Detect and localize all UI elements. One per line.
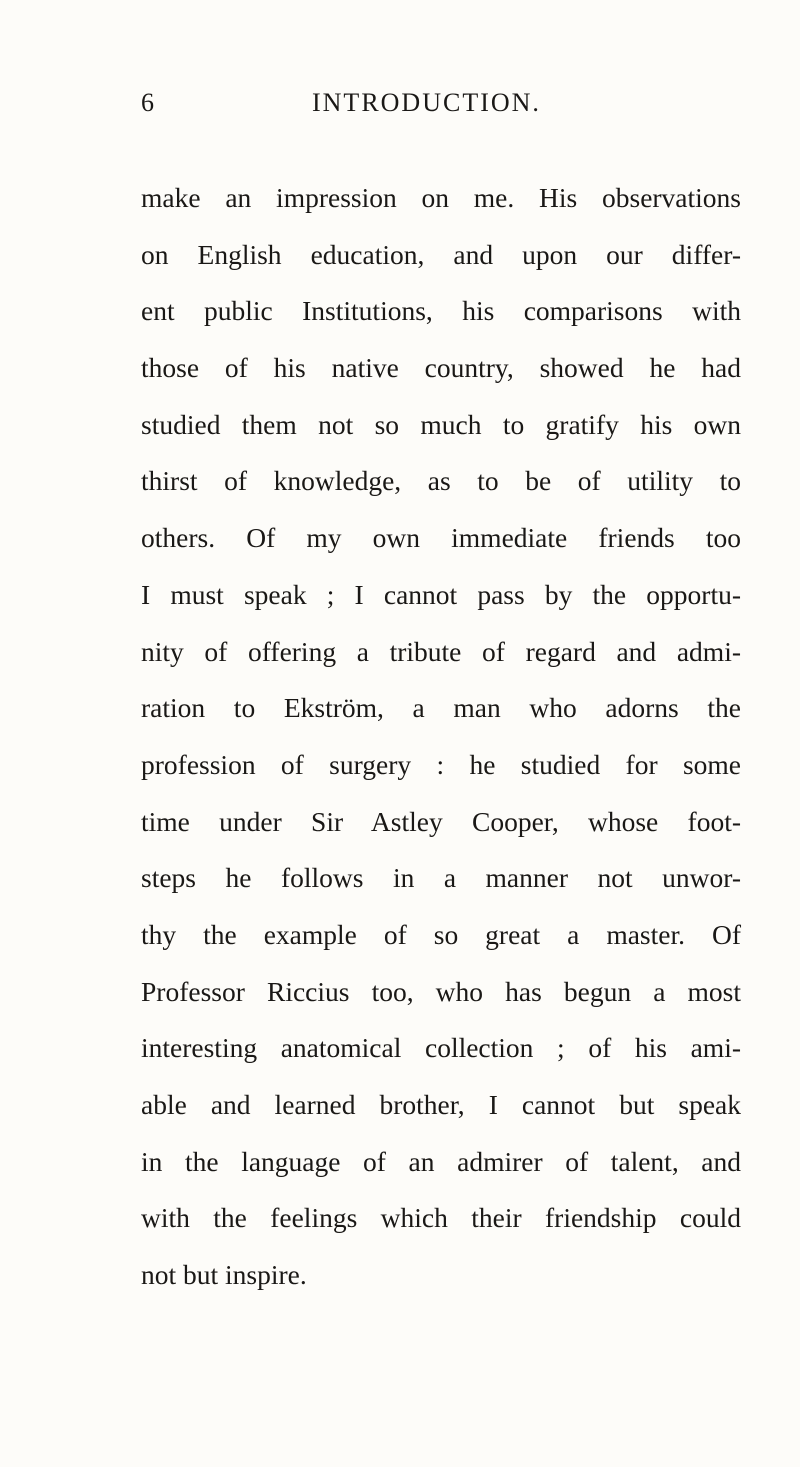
text-line: profession of surgery : he studied for some bbox=[141, 748, 741, 780]
text-line: thirst of knowledge, as to be of utility to bbox=[141, 465, 741, 497]
text-line: with the feelings which their friendship could bbox=[141, 1202, 741, 1234]
page-number: 6 bbox=[141, 88, 155, 117]
text-line: not but inspire. bbox=[141, 1259, 307, 1291]
text-line: ration to Ekström, a man who adorns the bbox=[141, 692, 741, 724]
text-line: in the language of an admirer of talent, and bbox=[141, 1145, 741, 1177]
text-line: steps he follows in a manner not unwor- bbox=[141, 862, 741, 894]
text-line: make an impression on me. His observations bbox=[141, 182, 741, 213]
text-line: others. Of my own immediate friends too bbox=[141, 522, 741, 554]
page-header bbox=[0, 88, 800, 128]
text-line: thy the example of so great a master. Of bbox=[141, 918, 741, 950]
text-line: interesting anatomical collection ; of his ami- bbox=[141, 1032, 741, 1064]
text-line: Professor Riccius too, who has begun a most bbox=[141, 975, 741, 1007]
text-line: those of his native country, showed he had bbox=[141, 352, 741, 384]
text-line: studied them not so much to gratify his own bbox=[141, 408, 741, 440]
running-head: INTRODUCTION. bbox=[312, 88, 541, 117]
body-paragraph bbox=[141, 170, 741, 1304]
text-line: I must speak ; I cannot pass by the opportu- bbox=[141, 578, 741, 610]
text-line: ent public Institutions, his comparisons with bbox=[141, 295, 741, 327]
text-line: able and learned brother, I cannot but speak bbox=[141, 1089, 741, 1120]
text-line: time under Sir Astley Cooper, whose foot- bbox=[141, 805, 741, 837]
text-line: nity of offering a tribute of regard and admi- bbox=[141, 635, 741, 667]
text-line: on English education, and upon our differ- bbox=[141, 238, 741, 270]
